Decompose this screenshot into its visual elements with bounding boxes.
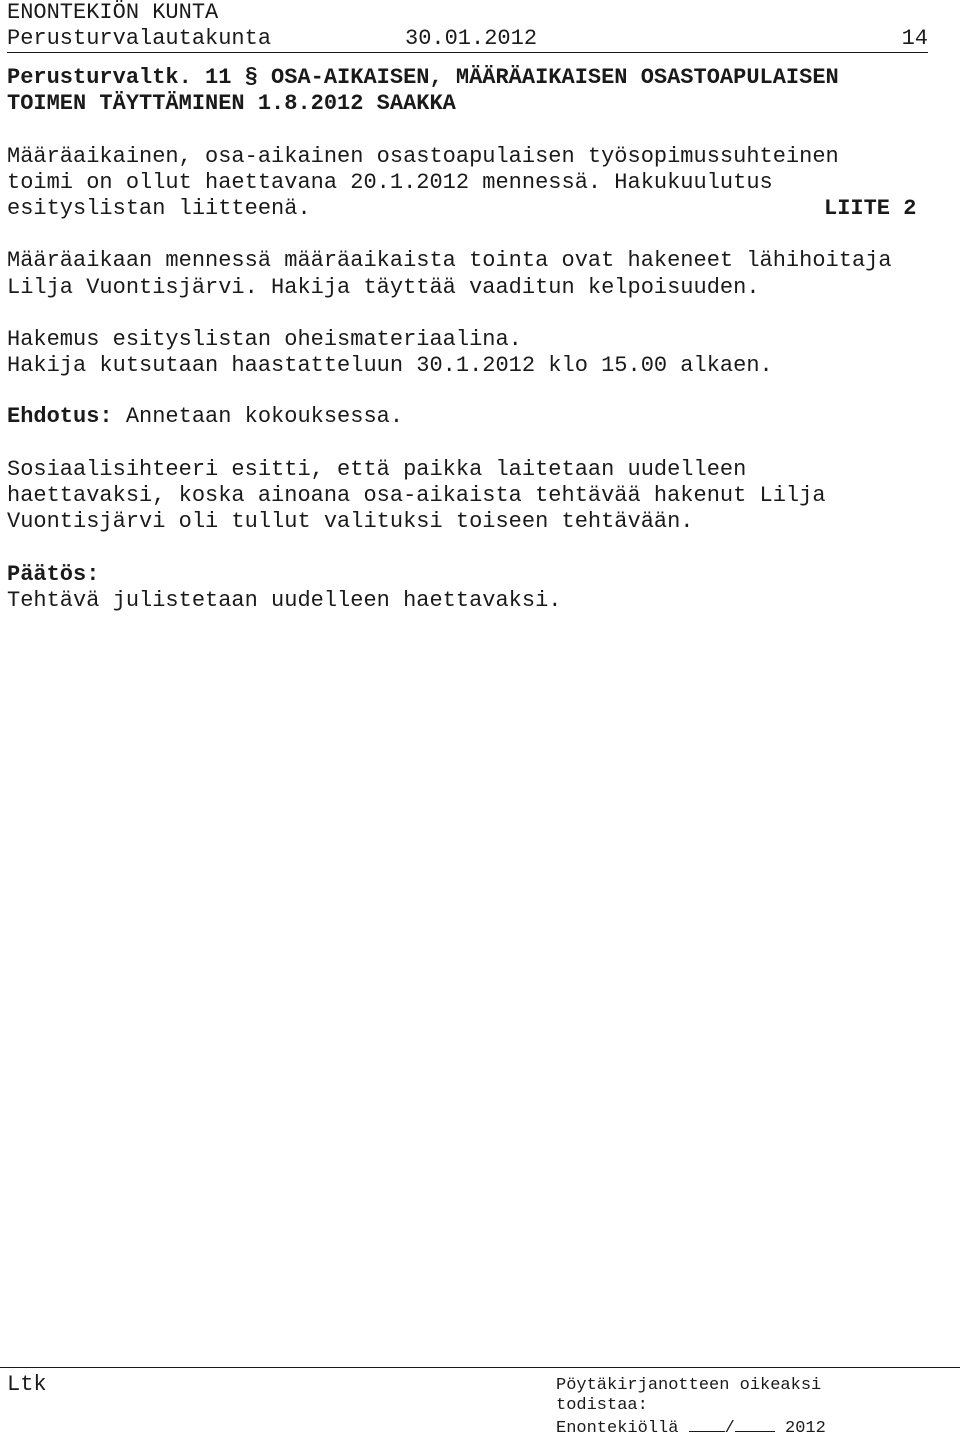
section-title-line2: TOIMEN TÄYTTÄMINEN 1.8.2012 SAAKKA	[7, 91, 456, 116]
certification-line2: todistaa:	[556, 1396, 648, 1415]
paragraph2-line1: Määräaikaan mennessä määräaikaista tointa ovat hakeneet lähihoitaja	[7, 248, 892, 273]
page-number: 14	[901, 26, 928, 51]
paragraph4-line2: haettavaksi, koska ainoana osa-aikaista tehtävää hakenut Lilja	[7, 483, 826, 508]
decision-text: Tehtävä julistetaan uudelleen haettavaksi.	[7, 588, 562, 613]
certification-year: 2012	[774, 1419, 826, 1438]
proposal-label: Ehdotus:	[7, 404, 113, 429]
certification-place-date	[556, 1416, 826, 1439]
certification-line1: Pöytäkirjanotteen oikeaksi	[556, 1376, 822, 1395]
paragraph4-line1: Sosiaalisihteeri esitti, että paikka laitetaan uudelleen	[7, 457, 747, 482]
header-row	[7, 26, 928, 53]
proposal-text: Annetaan kokouksessa.	[112, 404, 404, 429]
month-blank	[735, 1416, 775, 1432]
footer-divider	[0, 1367, 960, 1368]
day-blank	[689, 1416, 725, 1432]
paragraph1-line2: toimi on ollut haettavana 20.1.2012 mennessä. Hakukuulutus	[7, 170, 773, 195]
paragraph1-line3: esityslistan liitteenä.	[7, 196, 311, 221]
date-slash: /	[724, 1419, 735, 1438]
proposal	[7, 404, 403, 430]
board-name: Perusturvalautakunta	[7, 26, 272, 51]
organization-name: ENONTEKIÖN KUNTA	[7, 0, 219, 25]
footer-abbreviation: Ltk	[7, 1372, 47, 1397]
certification-place: Enontekiöllä	[556, 1419, 689, 1438]
section-title-line1: Perusturvaltk. 11 § OSA-AIKAISEN, MÄÄRÄAIKAISEN OSASTOAPULAISEN	[7, 65, 839, 90]
paragraph4-line3: Vuontisjärvi oli tullut valituksi toiseen tehtävään.	[7, 509, 694, 534]
paragraph3-line1: Hakemus esityslistan oheismateriaalina.	[7, 327, 522, 352]
paragraph2-line2: Lilja Vuontisjärvi. Hakija täyttää vaaditun kelpoisuuden.	[7, 275, 760, 300]
paragraph1-line1: Määräaikainen, osa-aikainen osastoapulaisen työsopimussuhteinen	[7, 144, 839, 169]
decision-label: Päätös:	[7, 562, 100, 587]
paragraph3-line2: Hakija kutsutaan haastatteluun 30.1.2012 klo 15.00 alkaen.	[7, 353, 773, 378]
meeting-date: 30.01.2012	[405, 26, 538, 51]
attachment-label: LIITE 2	[824, 196, 917, 221]
